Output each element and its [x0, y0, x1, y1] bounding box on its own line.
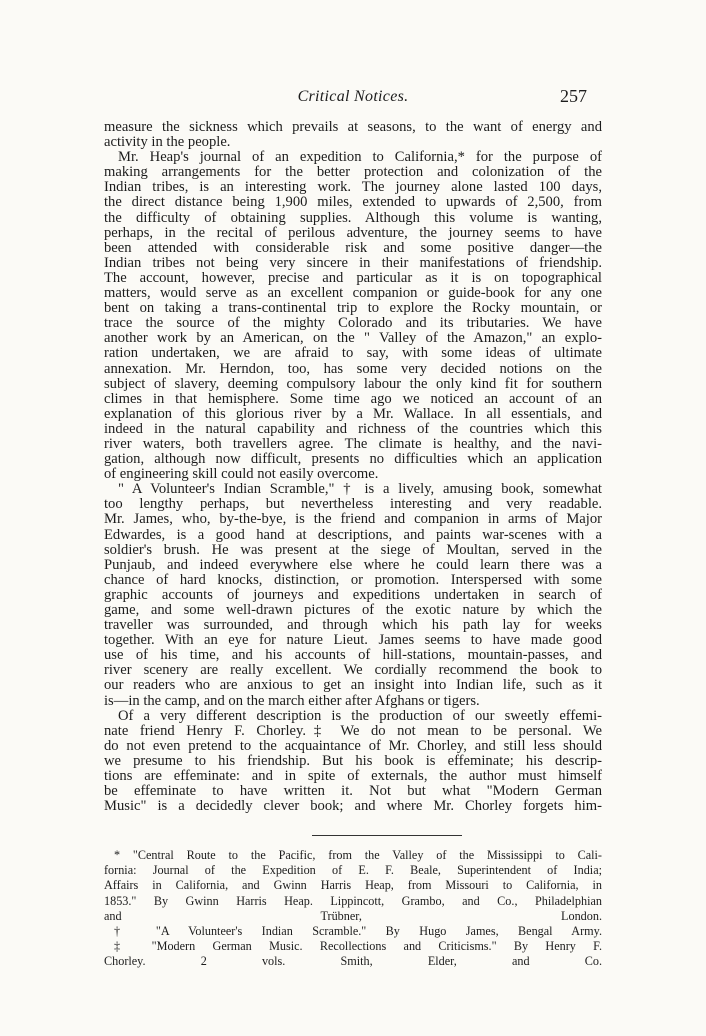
body-line: the direct distance being 1,900 miles, extended to upwards of 2,500, from [104, 194, 602, 211]
body-line: together. With an eye for nature Lieut. James seems to have made good [104, 632, 602, 649]
body-line: trace the source of the mighty Colorado and its tributaries. We have [104, 315, 602, 332]
page-number: 257 [560, 86, 587, 106]
footnote-line: ‡ "Modern German Music. Recollections and Criticisms." By Henry F. [114, 939, 602, 954]
body-line: Edwardes, is a good hand at descriptions, and paints war-scenes with a [104, 526, 602, 543]
body-line: another work by an American, on the " Valley of the Amazon," an explo- [104, 330, 602, 347]
body-line: our readers who are anxious to get an insight into Indian life, such as it [104, 677, 602, 694]
body-line: Indian tribes, is an interesting work. The journey alone lasted 100 days, [104, 179, 602, 196]
footnote-line: * "Central Route to the Pacific, from the Valley of the Mississippi to Cali- [114, 848, 602, 862]
body-line: graphic accounts of journeys and expeditions undertaken in search of [104, 586, 602, 603]
body-line: Mr. Heap's journal of an expedition to California,* for the purpose of [118, 149, 602, 166]
body-line: be effeminate to have written it. Not but what "Modern German [104, 783, 602, 800]
footnotes [104, 848, 602, 970]
body-line: traveller was surrounded, and through which his path lay for weeks [104, 617, 602, 634]
footnote-divider [312, 835, 462, 836]
footnote-line: and Trübner, London. [104, 908, 602, 923]
body-line: explanation of this glorious river by a Mr. Wallace. In all essentials, and [104, 405, 602, 422]
footnote-line: † "A Volunteer's Indian Scramble." By Hugo James, Bengal Army. [114, 924, 602, 939]
body-line: annexation. Mr. Herndon, too, has some very decided notions on the [104, 360, 602, 377]
footnote-line: Chorley. 2 vols. Smith, Elder, and Co. [104, 954, 602, 969]
body-line: too lengthy perhaps, but nevertheless interesting and very readable. [104, 496, 602, 513]
body-line: chance of hard knocks, distinction, or promotion. Interspersed with some [104, 571, 602, 588]
body-line: nate friend Henry F. Chorley.‡ We do not mean to be personal. We [104, 722, 602, 739]
body-line: activity in the people. [104, 134, 231, 151]
body-line: bent on taking a trans-continental trip to explore the Rocky mountain, or [104, 300, 602, 317]
body-line: river scenery are really excellent. We cordially recommend the book to [104, 662, 602, 679]
body-line: Music" is a decidedly clever book; and where Mr. Chorley forgets him- [104, 798, 602, 815]
body-line: been attended with considerable risk and some positive danger—the [104, 239, 602, 256]
body-line: " A Volunteer's Indian Scramble," † is a lively, amusing book, somewhat [118, 481, 602, 498]
footnote-line: Affairs in California, and Gwinn Harris Heap, from Missouri to California, in [104, 878, 602, 893]
body-line: do not even pretend to the acquaintance of Mr. Chorley, and still less should [104, 737, 602, 754]
body-line: gation, although now difficult, presents no difficulties which an application [104, 451, 602, 468]
body-line: measure the sickness which prevails at seasons, to the want of energy and [104, 119, 602, 135]
body-line: ration undertaken, we are afraid to say, with some ideas of ultimate [104, 345, 602, 362]
body-line: is—in the camp, and on the march either after Afghans or tigers. [104, 692, 480, 709]
body-line: Punjaub, and indeed everywhere else where he could learn there was a [104, 556, 602, 573]
body-line: game, and some well-drawn pictures of the exotic nature by which the [104, 602, 602, 618]
body-line: river waters, both travellers agree. The climate is healthy, and the navi- [104, 435, 602, 452]
body-line: the difficulty of obtaining supplies. Although this volume is wanting, [104, 209, 602, 226]
body-line: indeed in the natural capability and richness of the countries which this [104, 420, 602, 437]
body-text [104, 120, 602, 814]
body-line: Mr. James, who, by-the-bye, is the friend and companion in arms of Major [104, 511, 602, 528]
body-line: use of his time, and his accounts of hill-stations, mountain-passes, and [104, 647, 602, 664]
body-line: Indian tribes not being very sincere in their manifestations of friendship. [104, 254, 602, 271]
running-title: Critical Notices. [297, 88, 409, 105]
body-line: climes in that hemisphere. Some time ago we noticed an account of an [104, 390, 602, 407]
body-line: perhaps, in the recital of perilous adventure, the journey seems to have [104, 224, 602, 241]
body-line: tions are effeminate: and in spite of externals, the author must himself [104, 768, 602, 785]
body-line: we presume to his friendship. But his book is effeminate; his descrip- [104, 752, 602, 769]
body-line: matters, would serve as an excellent companion or guide-book for any one [104, 285, 602, 302]
body-line: subject of slavery, deeming compulsory labour the only kind fit for southern [104, 375, 602, 392]
body-line: Of a very different description is the production of our sweetly effemi- [118, 707, 602, 724]
body-line: of engineering skill could not easily overcome. [104, 466, 379, 483]
body-line: making arrangements for the better protection and colonization of the [104, 164, 602, 181]
body-line: The account, however, precise and particular as it is on topographical [104, 269, 602, 286]
footnote-line: fornia: Journal of the Expedition of E. F. Beale, Superintendent of India; [104, 863, 602, 878]
footnote-line: 1853." By Gwinn Harris Heap. Lippincott, Grambo, and Co., Philadelphian [104, 893, 602, 908]
body-line: soldier's brush. He was present at the siege of Moultan, served in the [104, 541, 602, 558]
